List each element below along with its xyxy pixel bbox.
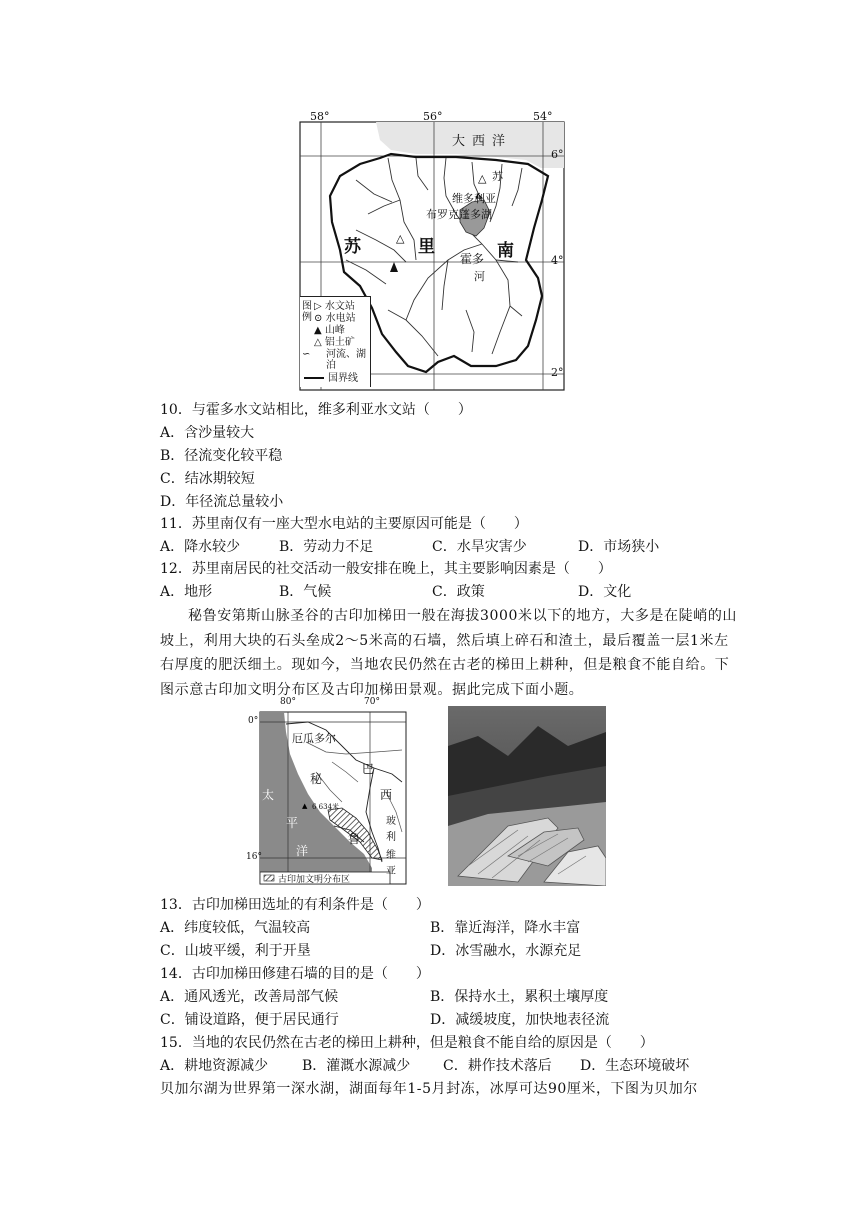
place-label: 西: [380, 788, 393, 802]
legend-item: 国界线: [328, 373, 358, 384]
ocean-label: 洋: [296, 844, 309, 858]
option: B．灌溉水源减少: [302, 1058, 411, 1074]
place-label: 秘: [310, 772, 323, 786]
option: D．文化: [578, 584, 632, 600]
ocean-label: 大西洋: [452, 134, 513, 149]
place-label: 利: [386, 832, 396, 843]
hydro-station-icon: ▷: [314, 301, 322, 312]
option: A．通风透光，改善局部气候: [160, 989, 339, 1005]
svg-text:△: △: [396, 232, 405, 245]
place-label: 玻: [386, 816, 396, 827]
place-label: 厄瓜多尔: [292, 732, 336, 745]
bauxite-icon: △: [314, 337, 322, 348]
option: D．生态环境破坏: [580, 1058, 690, 1074]
place-label: 布罗克蓬多湖: [426, 208, 492, 221]
country-label: 苏: [344, 237, 361, 257]
map2-lon-label: 80°: [280, 697, 296, 707]
legend-item: 河流、湖泊: [326, 349, 366, 371]
passage-inca: 秘鲁安第斯山脉圣谷的古印加梯田一般在海拔3000米以下的地方，大多是在陡峭的山坡上，利用大块的石头垒成2～5米高的石墙，然后填上碎石和渣土，最后覆盖一层1米左右厚度的肥沃细土。现如今，当地农民仍然在古老的梯田上耕种，但是粮食不能自给。下图示意古印加文明分布区及古印加梯田景观。据此完成下面小题。: [160, 608, 738, 698]
ocean-label: 平: [286, 816, 299, 830]
peak-label: 6 634米: [312, 803, 340, 811]
map2-lon-label: 70°: [364, 697, 380, 707]
passage-baikal: 贝加尔湖为世界第一深水湖，湖面每年1-5月封冻，冰厚可达90厘米，下图为贝加尔: [160, 1081, 698, 1097]
place-label: 维多利亚: [452, 192, 496, 205]
svg-text:△: △: [478, 172, 487, 185]
map1-lat-label: 4°: [551, 254, 564, 267]
question-11: 11．苏里南仅有一座大型水电站的主要原因可能是（ ）: [160, 516, 528, 532]
map2-lat-label: 16°: [246, 852, 262, 862]
map1-lon-label: 54°: [533, 110, 553, 123]
option: B．气候: [279, 584, 332, 600]
place-label: 霍多: [460, 252, 485, 266]
option: C．山坡平缓，利于开垦: [160, 943, 311, 959]
option: B．径流变化较平稳: [160, 448, 283, 464]
option: D．市场狭小: [578, 539, 660, 555]
map1-lon-label: 58°: [310, 110, 330, 123]
question-12: 12．苏里南居民的社交活动一般安排在晚上，其主要影响因素是（ ）: [160, 561, 612, 577]
option: D．年径流总量较小: [160, 494, 284, 510]
option: C．耕作技术落后: [443, 1058, 552, 1074]
place-label: 维: [386, 850, 396, 861]
legend-item: 水文站: [324, 301, 355, 312]
question-15: 15．当地的农民仍然在古老的梯田上耕种，但是粮食不能自给的原因是（ ）: [160, 1035, 654, 1051]
option: B．劳动力不足: [279, 539, 374, 555]
terrace-photo: [448, 706, 606, 886]
question-14: 14．古印加梯田修建石墙的目的是（ ）: [160, 966, 430, 982]
question-10: 10．与霍多水文站相比，维多利亚水文站（ ）: [160, 402, 472, 418]
svg-text:▲: ▲: [302, 802, 308, 810]
map1-lat-label: 6°: [551, 148, 564, 161]
hydropower-icon: ⊙: [314, 313, 323, 324]
legend-item: 山峰: [324, 325, 345, 336]
question-13: 13．古印加梯田选址的有利条件是（ ）: [160, 897, 430, 913]
country-label: 里: [418, 237, 435, 257]
option: D．减缓坡度，加快地表径流: [430, 1012, 610, 1028]
map2-lat-label: 0°: [248, 716, 259, 726]
option: A．地形: [160, 584, 213, 600]
option: B．保持水土，累积土壤厚度: [430, 989, 609, 1005]
border-line-icon: [304, 377, 324, 379]
option: D．冰雪融水，水源充足: [430, 943, 582, 959]
map1-lat-label: 2°: [551, 366, 564, 379]
peak-icon: ▲: [314, 325, 322, 336]
place-label: 鲁: [348, 832, 361, 846]
option: A．耕地资源减少: [160, 1058, 269, 1074]
option: C．政策: [432, 584, 485, 600]
option: C．水旱灾害少: [432, 539, 527, 555]
place-label: 巴: [362, 762, 375, 776]
map1-lon-label: 56°: [423, 110, 443, 123]
legend-title: 图例: [302, 301, 312, 323]
legend-item: 水电站: [325, 313, 356, 324]
legend-item: 铝土矿: [324, 337, 355, 348]
map2-legend-label: 古印加文明分布区: [278, 875, 351, 885]
option: C．铺设道路，便于居民通行: [160, 1012, 339, 1028]
ocean-label: 太: [262, 788, 275, 802]
map1-legend: [300, 296, 371, 387]
option: A．纬度较低，气温较高: [160, 920, 311, 936]
place-label: 亚: [386, 866, 396, 877]
country-label: 南: [497, 241, 514, 261]
option: A．含沙量较大: [160, 425, 255, 441]
river-icon: ∽: [302, 349, 311, 360]
place-label: 苏: [492, 170, 503, 183]
place-label: 河: [474, 270, 485, 283]
option: C．结冰期较短: [160, 471, 255, 487]
option: B．靠近海洋，降水丰富: [430, 920, 581, 936]
option: A．降水较少: [160, 539, 241, 555]
